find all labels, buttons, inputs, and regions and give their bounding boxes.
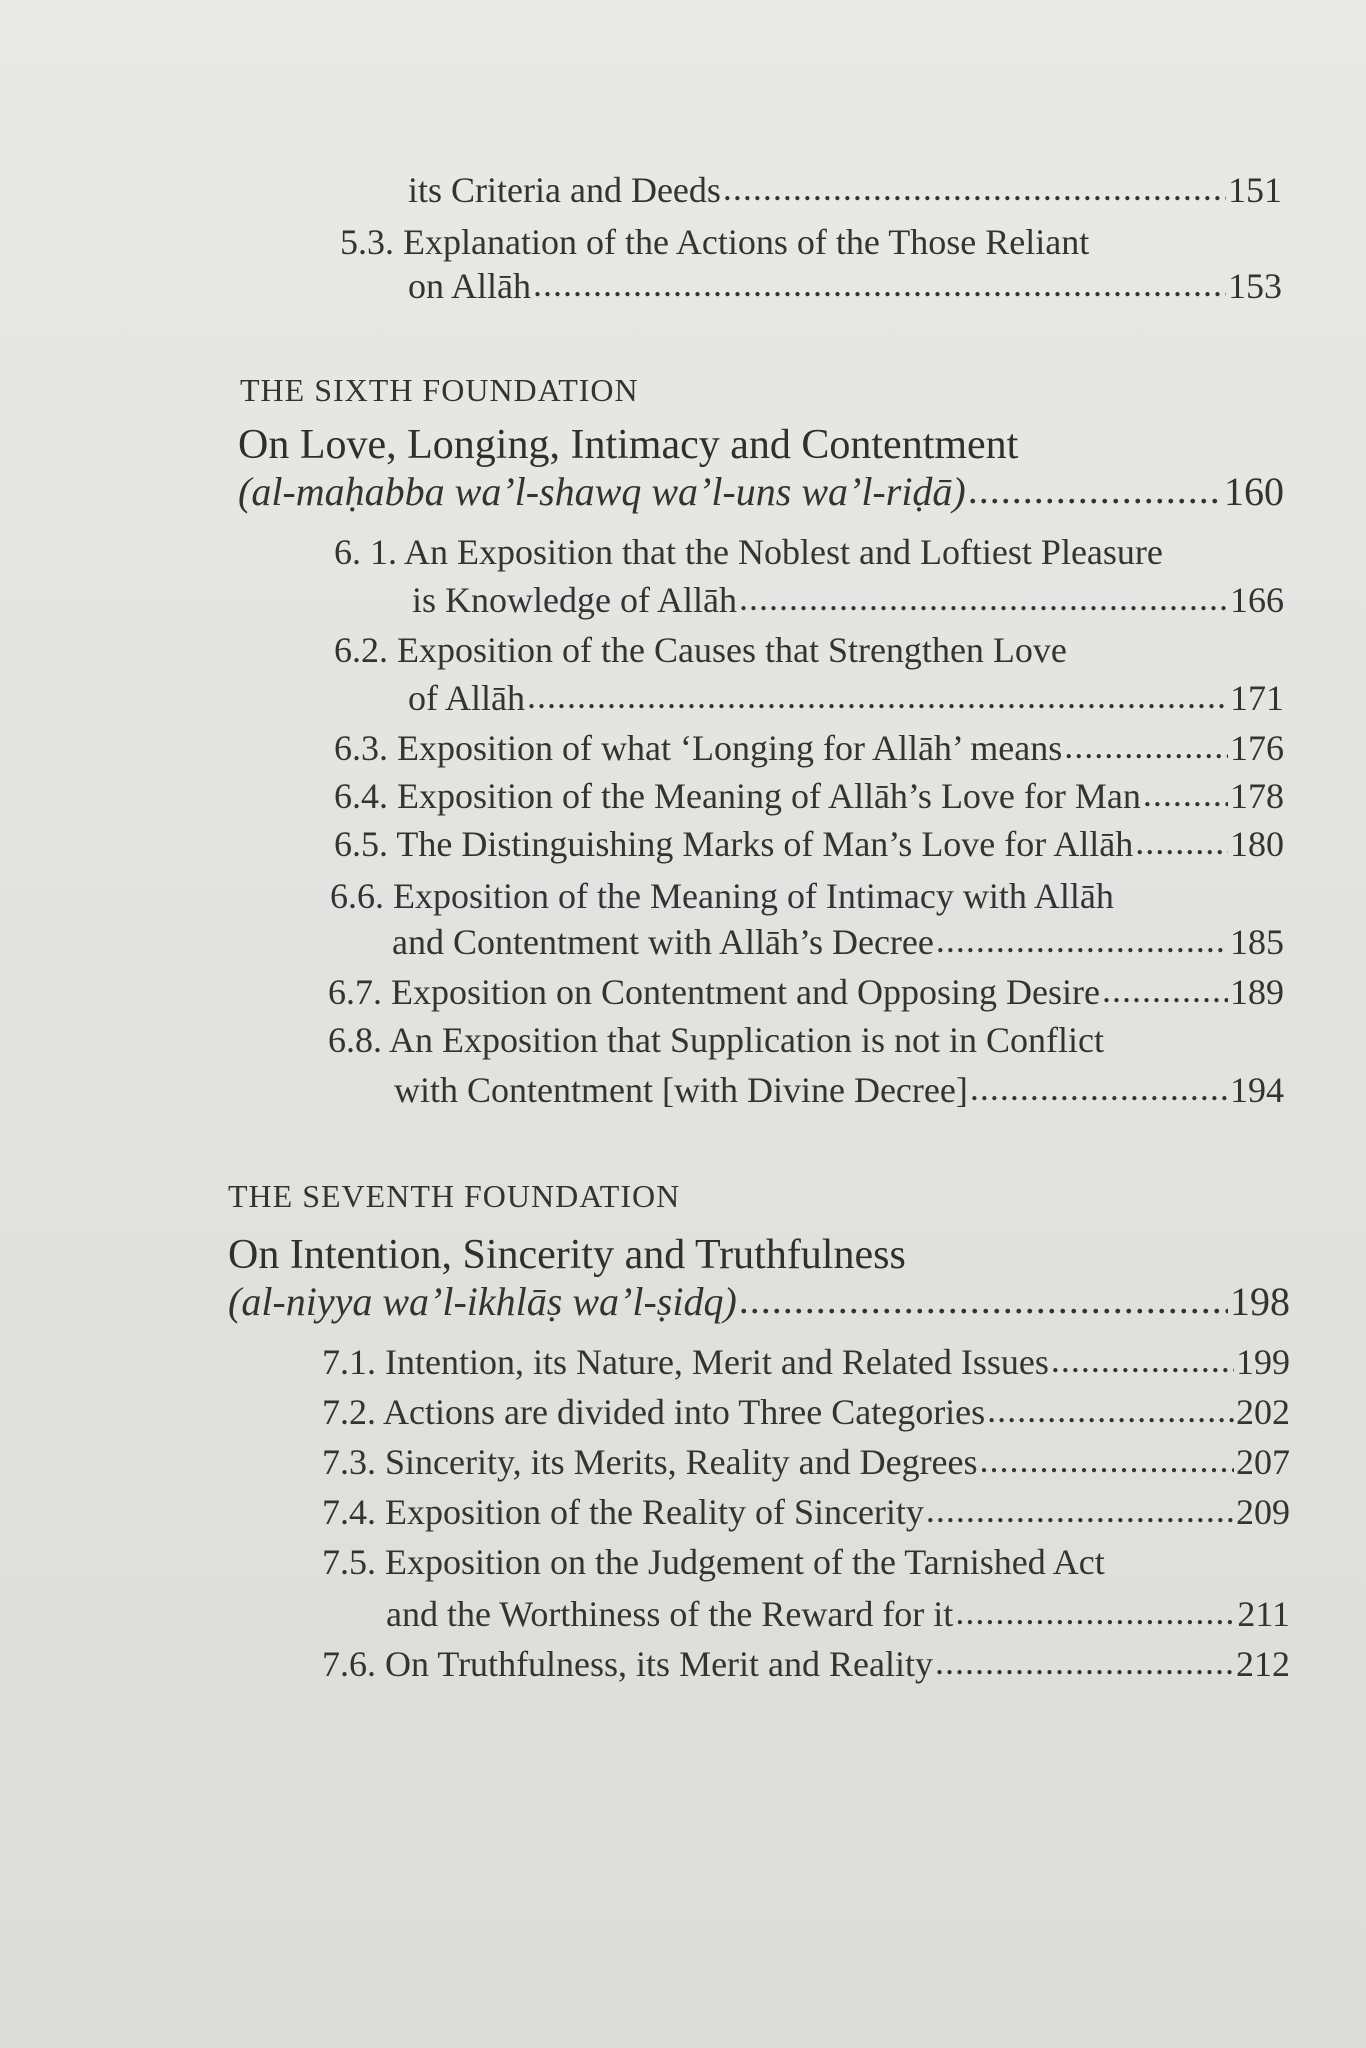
page-number: 209 bbox=[1236, 1492, 1290, 1532]
section-title-sixth: On Love, Longing, Intimacy and Contentment bbox=[238, 422, 1019, 468]
entry-7-6 bbox=[322, 1642, 1290, 1686]
dot-leader bbox=[533, 262, 1226, 306]
dot-leader bbox=[968, 468, 1222, 512]
page-number: 185 bbox=[1230, 922, 1284, 962]
entry-text: and Contentment with Allāh’s Decree bbox=[392, 922, 934, 962]
entry-text: 7.4. Exposition of the Reality of Sincerity bbox=[322, 1492, 924, 1532]
entry-text: and the Worthiness of the Reward for it bbox=[386, 1594, 954, 1634]
entry-6-3 bbox=[334, 726, 1284, 770]
entry-6-8-line2 bbox=[394, 1068, 1284, 1112]
dot-leader bbox=[1064, 724, 1228, 768]
page-number: 178 bbox=[1230, 776, 1284, 816]
dot-leader bbox=[1143, 772, 1228, 816]
section-translit-seventh bbox=[228, 1280, 1290, 1324]
entry-text: 7.1. Intention, its Nature, Merit and Related Issues bbox=[322, 1342, 1049, 1382]
dot-leader bbox=[980, 1438, 1234, 1482]
entry-6-8-line1: 6.8. An Exposition that Supplication is not in Conflict bbox=[328, 1020, 1104, 1060]
entry-text: 6.3. Exposition of what ‘Longing for Allāh’ means bbox=[334, 728, 1063, 768]
entry-text: 6.4. Exposition of the Meaning of Allāh’s Love for Man bbox=[334, 776, 1141, 816]
dot-leader bbox=[955, 1590, 1235, 1634]
entry-7-3 bbox=[322, 1440, 1290, 1484]
entry-text: its Criteria and Deeds bbox=[408, 170, 721, 210]
entry-5-3-line1: 5.3. Explanation of the Actions of the Those Reliant bbox=[340, 222, 1090, 262]
entry-text: 7.3. Sincerity, its Merits, Reality and Degrees bbox=[322, 1442, 978, 1482]
dot-leader bbox=[1051, 1338, 1234, 1382]
page-number: 153 bbox=[1228, 266, 1282, 306]
translit-text: (al-niyya wa’l-ikhlāṣ wa’l-ṣidq) bbox=[228, 1279, 737, 1324]
page-number: 189 bbox=[1230, 972, 1284, 1012]
entry-6-4 bbox=[334, 774, 1284, 818]
dot-leader bbox=[987, 1388, 1234, 1432]
entry-6-2-line2 bbox=[408, 676, 1284, 720]
entry-text: 7.2. Actions are divided into Three Categories bbox=[322, 1392, 986, 1432]
dot-leader bbox=[936, 918, 1228, 962]
entry-text: of Allāh bbox=[408, 678, 525, 718]
page-number: 202 bbox=[1236, 1392, 1290, 1432]
section-translit-sixth bbox=[238, 470, 1284, 514]
page-number: 194 bbox=[1230, 1070, 1284, 1110]
entry-text: is Knowledge of Allāh bbox=[412, 580, 737, 620]
page-number: 151 bbox=[1228, 170, 1282, 210]
page-number: 212 bbox=[1236, 1644, 1290, 1684]
entry-7-4 bbox=[322, 1490, 1290, 1534]
entry-6-6-line2 bbox=[392, 920, 1284, 964]
entry-6-5 bbox=[334, 822, 1284, 866]
translit-text: (al-maḥabba wa’l-shawq wa’l-uns wa’l-riḍā) bbox=[238, 469, 966, 514]
entry-7-5-line2 bbox=[386, 1592, 1290, 1636]
entry-7-2 bbox=[322, 1390, 1290, 1434]
page-number: 198 bbox=[1230, 1279, 1290, 1324]
entry-7-1 bbox=[322, 1340, 1290, 1384]
dot-leader bbox=[935, 1640, 1234, 1684]
toc-entry-continued bbox=[408, 168, 1282, 212]
dot-leader bbox=[1102, 968, 1228, 1012]
entry-6-7 bbox=[328, 970, 1284, 1014]
page-number: 211 bbox=[1237, 1594, 1290, 1634]
entry-6-1-line2 bbox=[412, 578, 1284, 622]
page-number: 176 bbox=[1230, 728, 1284, 768]
page-number: 180 bbox=[1230, 824, 1284, 864]
entry-text: with Contentment [with Divine Decree] bbox=[394, 1070, 968, 1110]
page-number: 199 bbox=[1236, 1342, 1290, 1382]
entry-text: on Allāh bbox=[408, 266, 531, 306]
entry-5-3-line2 bbox=[408, 264, 1282, 308]
dot-leader bbox=[739, 1278, 1228, 1322]
entry-text: 6.7. Exposition on Contentment and Opposing Desire bbox=[328, 972, 1100, 1012]
entry-6-1-line1: 6. 1. An Exposition that the Noblest and Loftiest Pleasure bbox=[334, 532, 1163, 572]
entry-7-5-line1: 7.5. Exposition on the Judgement of the Tarnished Act bbox=[322, 1542, 1105, 1582]
section-label-sixth: THE SIXTH FOUNDATION bbox=[240, 372, 639, 408]
entry-6-2-line1: 6.2. Exposition of the Causes that Strengthen Love bbox=[334, 630, 1067, 670]
entry-text: 6.5. The Distinguishing Marks of Man’s Love for Allāh bbox=[334, 824, 1134, 864]
dot-leader bbox=[739, 576, 1228, 620]
page-number: 160 bbox=[1224, 469, 1284, 514]
page-number: 171 bbox=[1230, 678, 1284, 718]
page-number: 166 bbox=[1230, 580, 1284, 620]
entry-text: 7.6. On Truthfulness, its Merit and Reality bbox=[322, 1644, 933, 1684]
dot-leader bbox=[723, 166, 1226, 210]
dot-leader bbox=[926, 1488, 1234, 1532]
dot-leader bbox=[1135, 820, 1228, 864]
dot-leader bbox=[527, 674, 1228, 718]
page-number: 207 bbox=[1236, 1442, 1290, 1482]
dot-leader bbox=[970, 1066, 1228, 1110]
entry-6-6-line1: 6.6. Exposition of the Meaning of Intimacy with Allāh bbox=[330, 876, 1114, 916]
section-title-seventh: On Intention, Sincerity and Truthfulness bbox=[228, 1232, 906, 1278]
section-label-seventh: THE SEVENTH FOUNDATION bbox=[228, 1178, 681, 1214]
